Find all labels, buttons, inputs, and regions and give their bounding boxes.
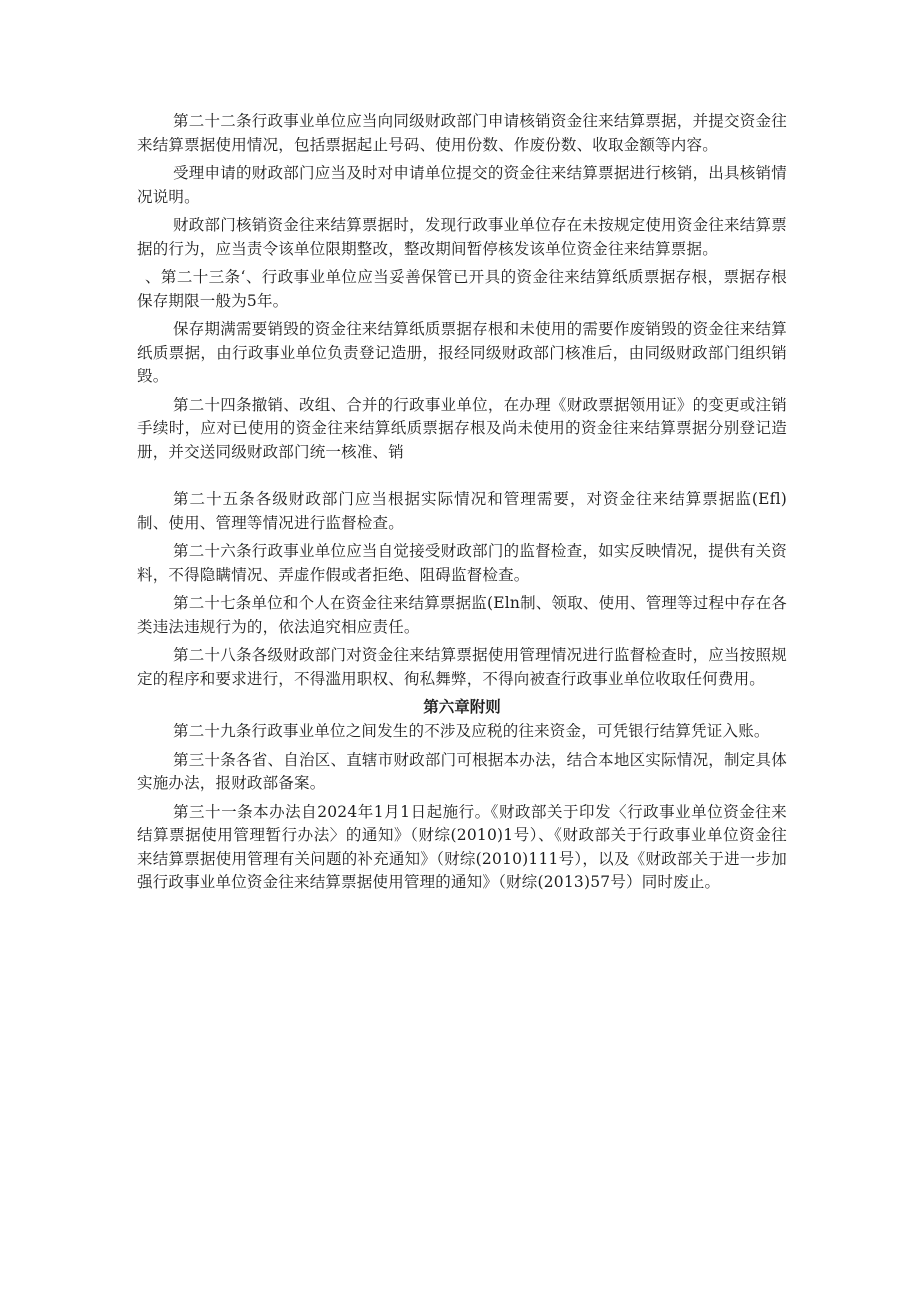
article-22-clause-3: 财政部门核销资金往来结算票据时，发现行政事业单位存在未按规定使用资金往来结算票据的行为，应当责令该单位限期整改，整改期间暂停核发该单位资金往来结算票据。	[137, 216, 787, 258]
document-body	[137, 110, 787, 900]
article-27-paragraph: 第二十七条单位和个人在资金往来结算票据监(Eln制、领取、使用、管理等过程中存在各类违法违规行为的，依法追究相应责任。	[137, 594, 788, 636]
chapter-6-heading: 第六章附则	[423, 698, 501, 716]
article-23-paragraph: 、第二十三条‘、行政事业单位应当妥善保管已开具的资金往来结算纸质票据存根，票据存根保存期限一般为5年。	[137, 268, 787, 310]
article-24-paragraph: 第二十四条撤销、改组、合并的行政事业单位，在办理《财政票据领用证》的变更或注销手续时，应对已使用的资金往来结算纸质票据存根及尚未使用的资金往来结算票据分别登记造册，并交送同级财政部门统一核准、销	[137, 395, 787, 461]
article-31-paragraph: 第三十一条本办法自2024年1月1日起施行。《财政部关于印发〈行政事业单位资金往来结算票据使用管理暂行办法〉的通知》（财综(2010)1号）、《财政部关于行政事业单位资金往来结算票据使用管理有关问题的补充通知》（财综(2010)111号），以及《财政部关于进一步加强行政事业单位资金往来结算票据使用管理的通知》（财综(2013)57号）同时废止。	[137, 802, 787, 891]
article-26-paragraph: 第二十六条行政事业单位应当自觉接受财政部门的监督检查，如实反映情况，提供有关资料，不得隐瞒情况、弄虚作假或者拒绝、阻碍监督检查。	[137, 542, 787, 584]
article-23-clause-2: 保存期满需要销毁的资金往来结算纸质票据存根和未使用的需要作废销毁的资金往来结算纸质票据，由行政事业单位负责登记造册，报经同级财政部门核准后，由同级财政部门组织销毁。	[137, 320, 787, 385]
article-22-paragraph: 第二十二条行政事业单位应当向同级财政部门申请核销资金往来结算票据，并提交资金往来结算票据使用情况，包括票据起止号码、使用份数、作废份数、收取金额等内容。	[137, 112, 787, 154]
article-25-paragraph: 第二十五条各级财政部门应当根据实际情况和管理需要，对资金往来结算票据监(Efl)制、使用、管理等情况进行监督检查。	[137, 490, 787, 532]
article-29-paragraph: 第二十九条行政事业单位之间发生的不涉及应税的往来资金，可凭银行结算凭证入账。	[173, 722, 770, 740]
article-22-clause-2: 受理申请的财政部门应当及时对申请单位提交的资金往来结算票据进行核销，出具核销情况说明。	[137, 164, 787, 206]
article-30-paragraph: 第三十条各省、自治区、直辖市财政部门可根据本办法，结合本地区实际情况，制定具体实施办法，报财政部备案。	[137, 750, 787, 792]
article-28-paragraph: 第二十八条各级财政部门对资金往来结算票据使用管理情况进行监督检查时，应当按照规定的程序和要求进行，不得滥用职权、徇私舞弊，不得向被查行政事业单位收取任何费用。	[137, 646, 787, 688]
